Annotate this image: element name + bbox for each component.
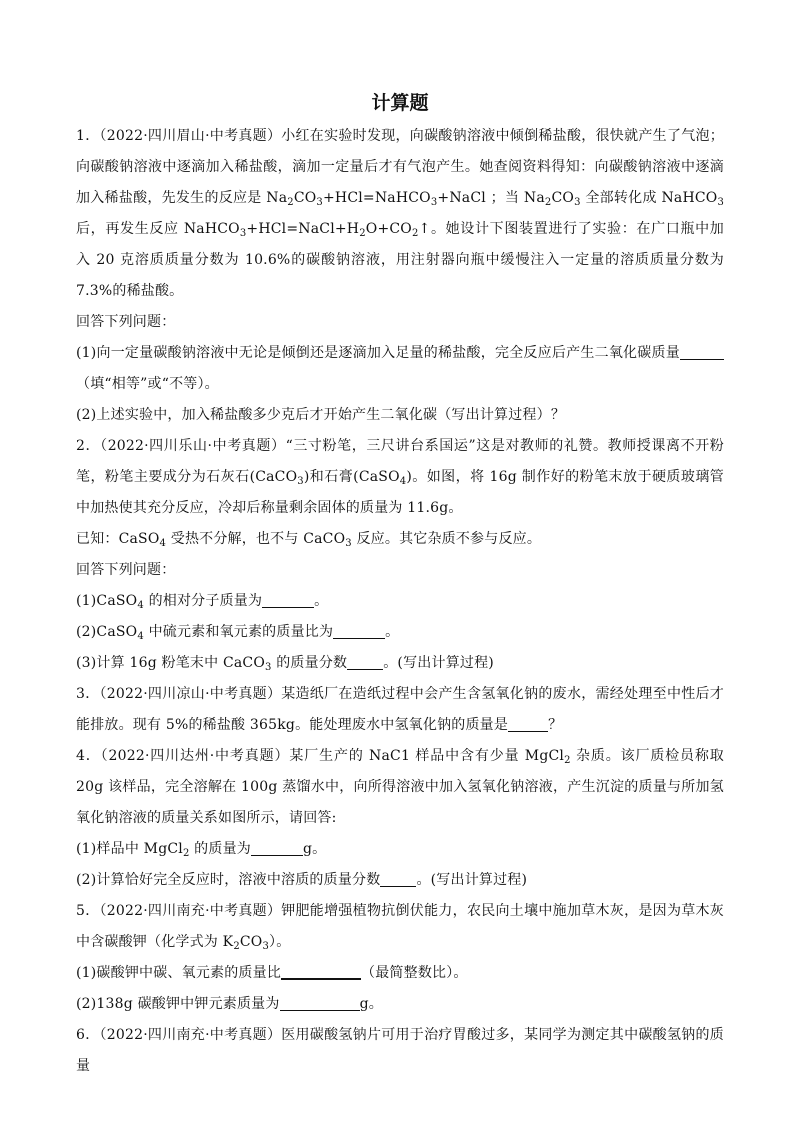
answer-blank[interactable] xyxy=(280,996,360,1011)
q6-stem: 6．（2022·四川南充·中考真题）医用碳酸氢钠片可用于治疗胃酸过多，某同学为测定其中碳酸氢钠的质量 xyxy=(76,1027,724,1074)
answer-blank[interactable] xyxy=(347,655,383,670)
q4-subquestion-2: (2)计算恰好完全反应时，溶液中溶质的质量分数 。(写出计算过程) xyxy=(76,872,528,888)
q3-stem: 3．（2022·四川凉山·中考真题）某造纸厂在造纸过程中会产生含氢氧化钠的废水，需经处理至中性后才能排放。现有 5%的稀盐酸 365kg。能处理废水中氢氧化钠的质量是 ？ xyxy=(76,686,724,733)
q2-subquestion-3: (3)计算 16g 粉笔末中 CaCO$_3$ 的质量分数 。(写出计算过程) xyxy=(76,655,494,673)
page-title: 计算题 xyxy=(371,92,429,114)
q1-subquestion-2: (2)上述实验中，加入稀盐酸多少克后才开始产生二氧化碳（写出计算过程）？ xyxy=(76,407,566,423)
answer-blank[interactable] xyxy=(262,593,314,608)
answer-blank[interactable] xyxy=(380,872,416,887)
answer-blank[interactable] xyxy=(281,964,361,980)
q4-subquestion-1: (1)样品中 MgCl$_2$ 的质量为 g。 xyxy=(76,841,327,859)
answer-blank[interactable] xyxy=(680,345,724,360)
q2-subquestion-1: (1)CaSO$_4$ 的相对分子质量为 。 xyxy=(76,593,329,611)
q1-subquestion-1: (1)向一定量碳酸钠溶液中无论是倾倒还是逐滴加入足量的稀盐酸，完全反应后产生二氧化碳质量（填“相等”或“不等）。 xyxy=(76,338,724,400)
q4-stem: 4．（2022·四川达州·中考真题）某厂生产的 NaC1 样品中含有少量 MgCl$_2$ 杂质。该厂质检员称取 20g 该样品，完全溶解在 100g 蒸馏水中，向所得溶液中加入氢氧化钠溶液，产生沉淀的质量与所加氢氧化钠溶液的质量关系如图所示，请回答: xyxy=(76,748,724,826)
q2-answer-prompt: 回答下列问题： xyxy=(76,562,176,578)
q1-answer-prompt: 回答下列问题： xyxy=(76,314,176,330)
q5-subquestion-1: (1)碳酸钾中碳、氧元素的质量比 （最简整数比）。 xyxy=(76,965,468,981)
q1-stem: 1．（2022·四川眉山·中考真题）小红在实验时发现，向碳酸钠溶液中倾倒稀盐酸，很快就产生了气泡；向碳酸钠溶液中逐滴加入稀盐酸，滴加一定量后才有气泡产生。她查阅资料得知：向碳酸钠溶液中逐滴加入稀盐酸，先发生的反应是 $Na_2CO_3+HCl=NaHCO_3+NaCl$ ；当 $Na_2CO_3$ 全部转化成 NaHCO$_3$ 后，再发生反应 $NaHCO_3+HCl=NaCl+H_2O+CO_2↑$。她设计下图装置进行了实验：在广口瓶中加入 20 克溶质质量分数为 10.6%的碳酸钠溶液，用注射器向瓶中缓慢注入一定量的溶质质量分数为 7.3%的稀盐酸。 xyxy=(76,128,725,299)
answer-blank[interactable] xyxy=(333,624,385,639)
answer-blank[interactable] xyxy=(508,717,548,732)
q5-stem: 5．（2022·四川南充·中考真题）钾肥能增强植物抗倒伏能力，农民向土壤中施加草木灰，是因为草木灰中含碳酸钾（化学式为 $K_2CO_3$）。 xyxy=(76,903,724,952)
q2-known: 已知：CaSO$_4$ 受热不分解，也不与 CaCO$_3$ 反应。其它杂质不参与反应。 xyxy=(76,531,542,549)
q5-subquestion-2: (2)138g 碳酸钾中钾元素质量为 g。 xyxy=(76,996,383,1012)
q2-stem: 2．（2022·四川乐山·中考真题）“三寸粉笔，三尺讲台系国运”这是对教师的礼赞。教师授课离不开粉笔，粉笔主要成分为石灰石(CaCO$_3$)和石膏(CaSO$_4$)。如图，将 16g 制作好的粉笔末放于硬质玻璃管中加热使其充分反应，冷却后称量剩余固体的质量为 11.6g。 xyxy=(76,438,725,516)
q2-subquestion-2: (2)CaSO$_4$ 中硫元素和氧元素的质量比为 。 xyxy=(76,624,400,642)
answer-blank[interactable] xyxy=(251,841,303,856)
